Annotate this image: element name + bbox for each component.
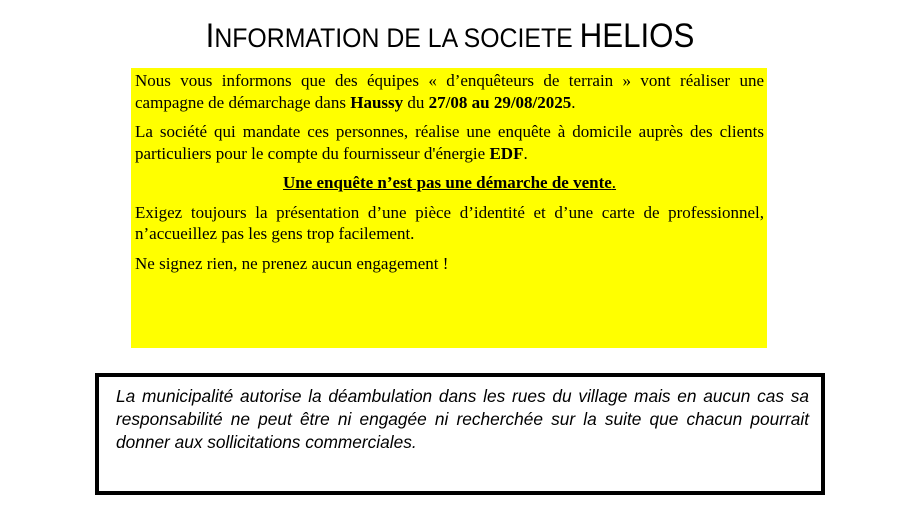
notice-paragraph-mandate: [135, 121, 764, 164]
warning-text: Une enquête n’est pas une démarche de vente: [282, 173, 612, 192]
campaign-end: .: [571, 92, 576, 112]
notice-warning: [135, 172, 764, 194]
title-initial: I: [205, 17, 215, 55]
title-brand: HELIOS: [579, 17, 695, 55]
mandate-text: La société qui mandate ces personnes, réalise une enquête à domicile auprès des clients particuliers pour le compte du fournisseur d'énergie: [135, 122, 764, 163]
campaign-du: du: [403, 92, 429, 112]
disclaimer-text: La municipalité autorise la déambulation dans les rues du village mais en aucun cas sa responsabilité ne peut être ni engagée ni recherchée sur la suite que chacun pourrait donner aux sollicitations commerciales.: [116, 386, 809, 452]
notice-box: [131, 68, 767, 348]
disclaimer-box: [95, 373, 825, 495]
notice-paragraph-sign: Ne signez rien, ne prenez aucun engagement !: [135, 253, 449, 273]
campaign-dates: 27/08 au 29/08/2025: [428, 92, 572, 112]
notice-paragraph-identity: Exigez toujours la présentation d’une pièce d’identité et d’une carte de professionnel, n’accueillez pas les gens trop facilement.: [135, 202, 764, 243]
warning-end: .: [611, 173, 617, 192]
page-title: [36, 14, 864, 60]
notice-paragraph-campaign: [135, 70, 764, 113]
company-name: EDF: [489, 143, 524, 163]
campaign-text: Nous vous informons que des équipes « d’enquêteurs de terrain » vont réaliser une campagne de démarchage dans: [135, 71, 764, 112]
town-name: Haussy: [350, 92, 404, 112]
title-text: NFORMATION DE LA SOCIETE: [214, 23, 580, 53]
mandate-end: .: [523, 143, 528, 163]
